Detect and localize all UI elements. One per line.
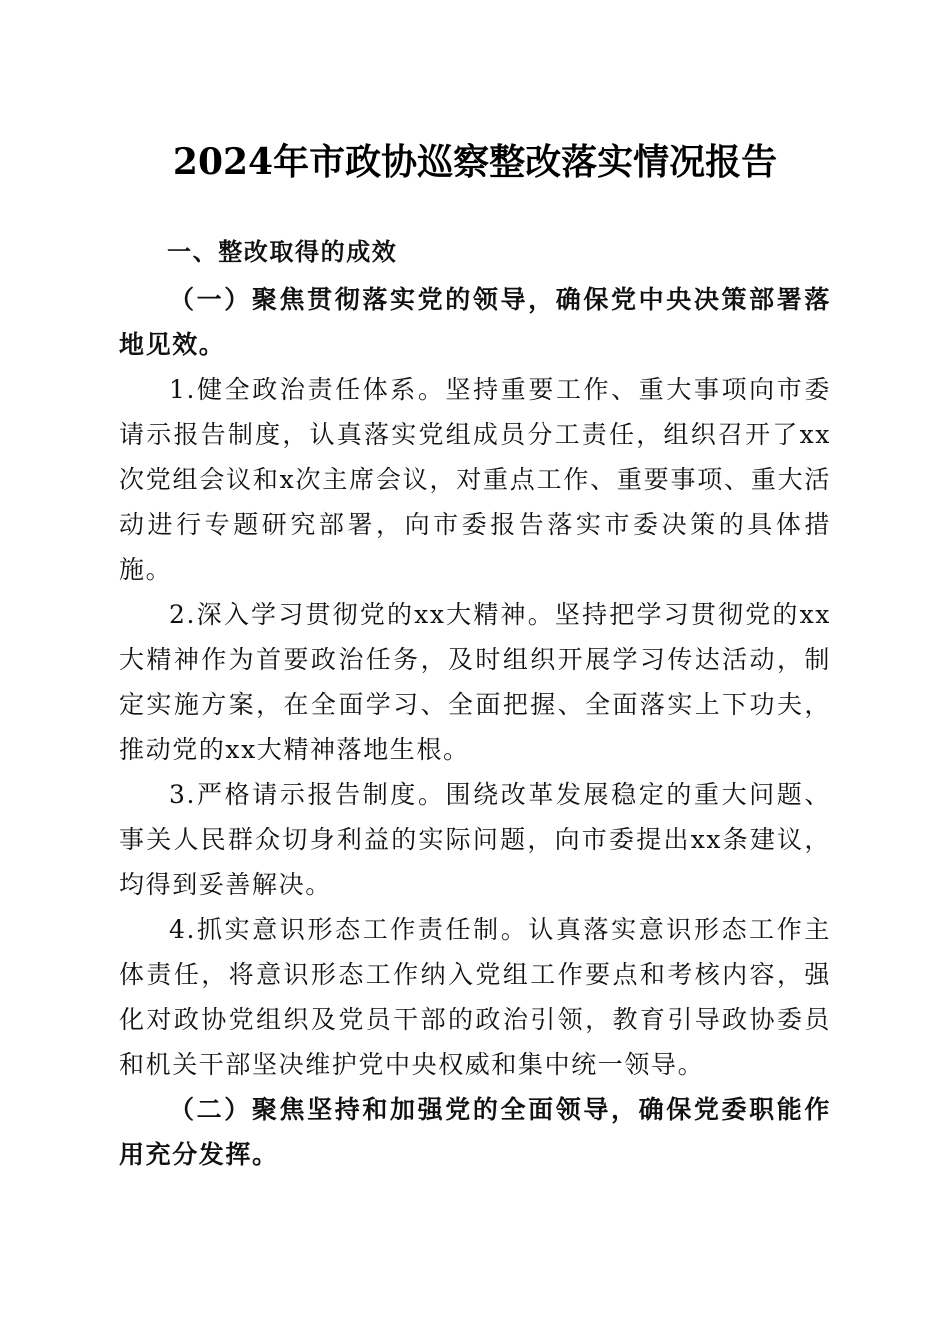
document-title: 2024年市政协巡察整改落实情况报告 — [172, 141, 778, 183]
paragraph-item-3: 3.严格请示报告制度。围绕改革发展稳定的重大问题、事关人民群众切身利益的实际问题，向市委提出xx条建议，均得到妥善解决。 — [119, 780, 831, 899]
subsection-heading-1: （一）聚焦贯彻落实党的领导，确保党中央决策部署落地见效。 — [119, 285, 831, 359]
paragraph-item-4: 4.抓实意识形态工作责任制。认真落实意识形态工作主体责任，将意识形态工作纳入党组工作要点和考核内容，强化对政协党组织及党员干部的政治引领，教育引导政协委员和机关干部坚决维护党中央权威和集中统一领导。 — [119, 915, 831, 1079]
paragraph-item-2: 2.深入学习贯彻党的xx大精神。坚持把学习贯彻党的xx大精神作为首要政治任务，及时组织开展学习传达活动，制定实施方案，在全面学习、全面把握、全面落实上下功夫，推动党的xx大精神落地生根。 — [119, 600, 831, 764]
section-heading-1: 一、整改取得的成效 — [167, 238, 398, 266]
document-body — [119, 230, 831, 1177]
subsection-heading-2: （二）聚焦坚持和加强党的全面领导，确保党委职能作用充分发挥。 — [119, 1095, 831, 1169]
paragraph-item-1: 1.健全政治责任体系。坚持重要工作、重大事项向市委请示报告制度，认真落实党组成员分工责任，组织召开了xx次党组会议和x次主席会议，对重点工作、重要事项、重大活动进行专题研究部署，向市委报告落实市委决策的具体措施。 — [119, 375, 831, 584]
